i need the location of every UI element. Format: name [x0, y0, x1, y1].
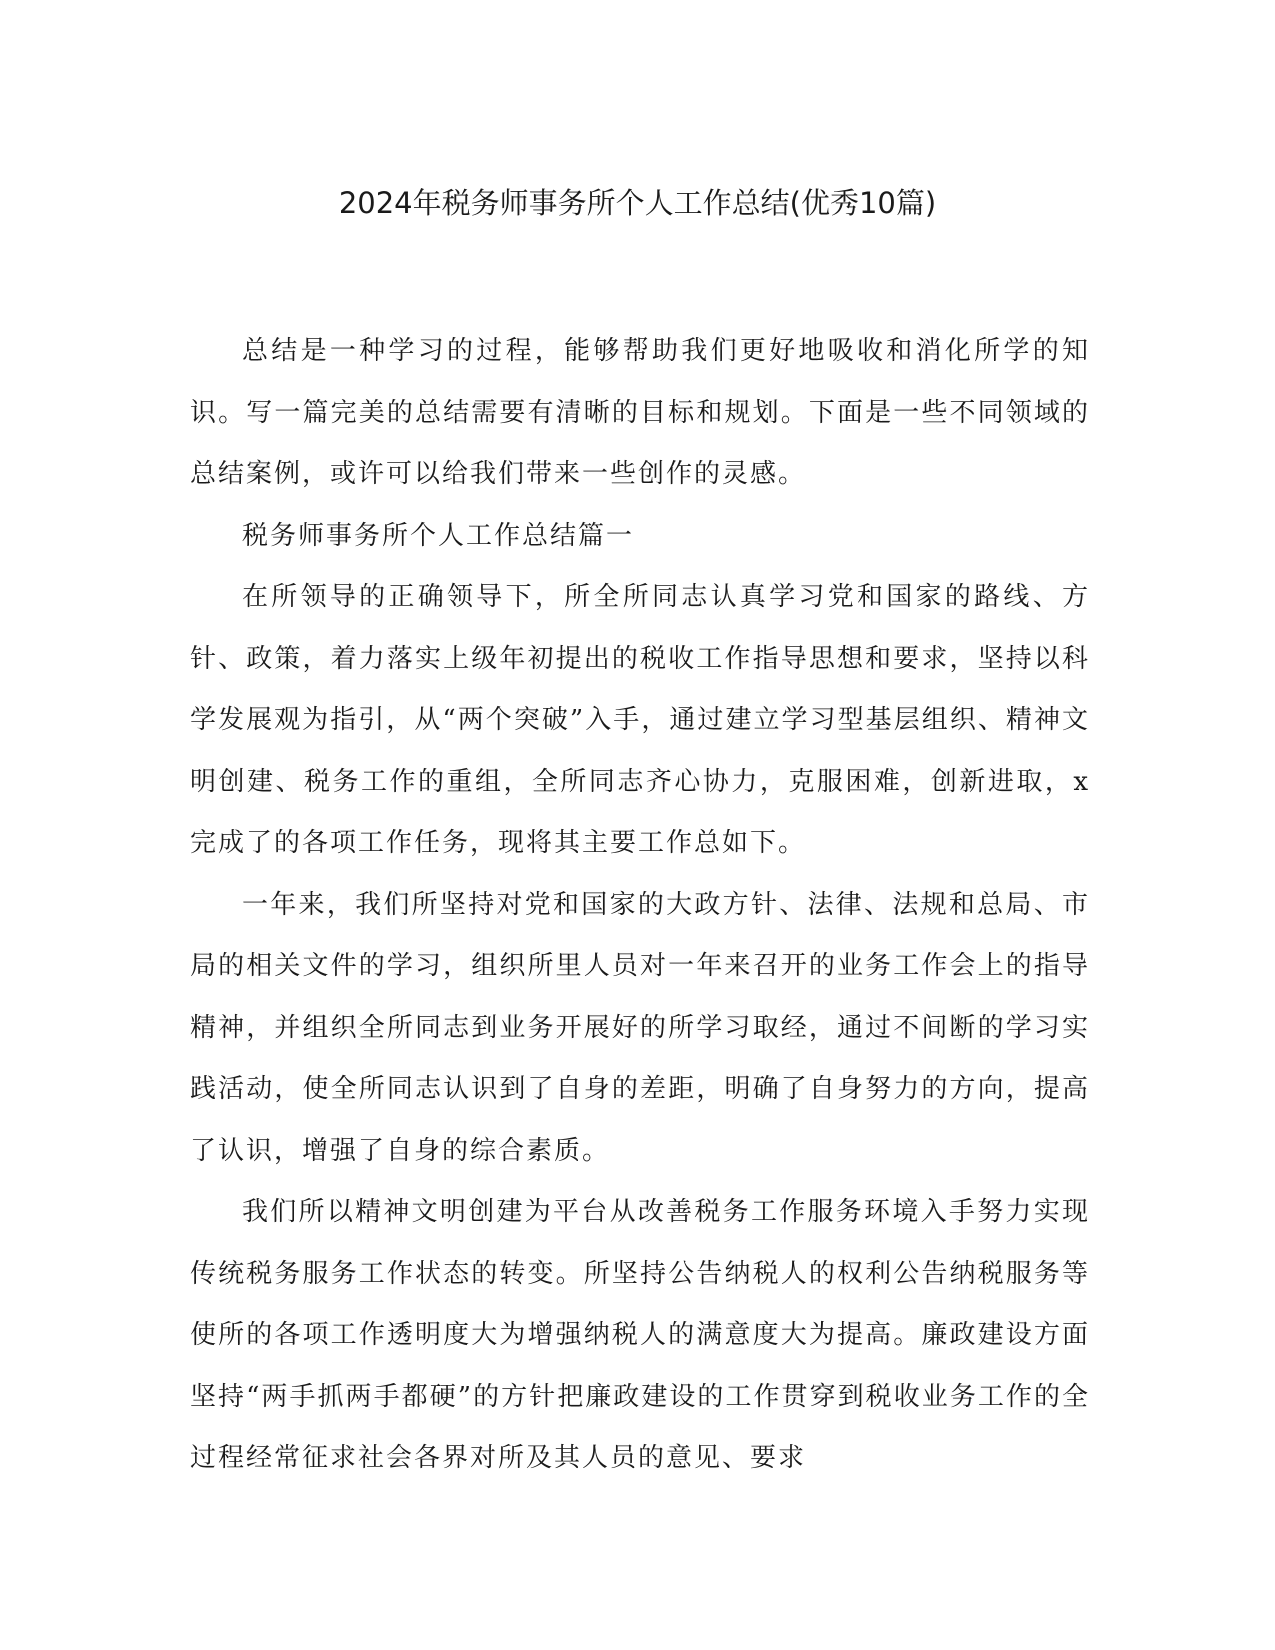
section-heading: 税务师事务所个人工作总结篇一: [242, 520, 635, 551]
intro-paragraph: 总结是一种学习的过程，能够帮助我们更好地吸收和消化所学的知识。写一篇完美的总结需要有清晰的目标和规划。下面是一些不同领域的总结案例，或许可以给我们带来一些创作的灵感。: [190, 336, 1090, 489]
document-title: 2024年税务师事务所个人工作总结(优秀10篇): [338, 186, 937, 220]
body-paragraph: 我们所以精神文明创建为平台从改善税务工作服务环境入手努力实现传统税务服务工作状态的转变。所坚持公告纳税人的权利公告纳税服务等使所的各项工作透明度大为增强纳税人的满意度大为提高。廉政建设方面坚持“两手抓两手都硬”的方针把廉政建设的工作贯穿到税收业务工作的全过程经常征求社会各界对所及其人员的意见、要求: [190, 1197, 1090, 1473]
body-paragraph: 一年来，我们所坚持对党和国家的大政方针、法律、法规和总局、市局的相关文件的学习，组织所里人员对一年来召开的业务工作会上的指导精神，并组织全所同志到业务开展好的所学习取经，通过不间断的学习实践活动，使全所同志认识到了自身的差距，明确了自身努力的方向，提高了认识，增强了自身的综合素质。: [190, 889, 1090, 1166]
body-paragraph: 在所领导的正确领导下，所全所同志认真学习党和国家的路线、方针、政策，着力落实上级年初提出的税收工作指导思想和要求，坚持以科学发展观为指引，从“两个突破”入手，通过建立学习型基层组织、精神文明创建、税务工作的重组，全所同志齐心协力，克服困难，创新进取，x完成了的各项工作任务，现将其主要工作总如下。: [190, 582, 1090, 858]
document-body: [190, 321, 1090, 1490]
